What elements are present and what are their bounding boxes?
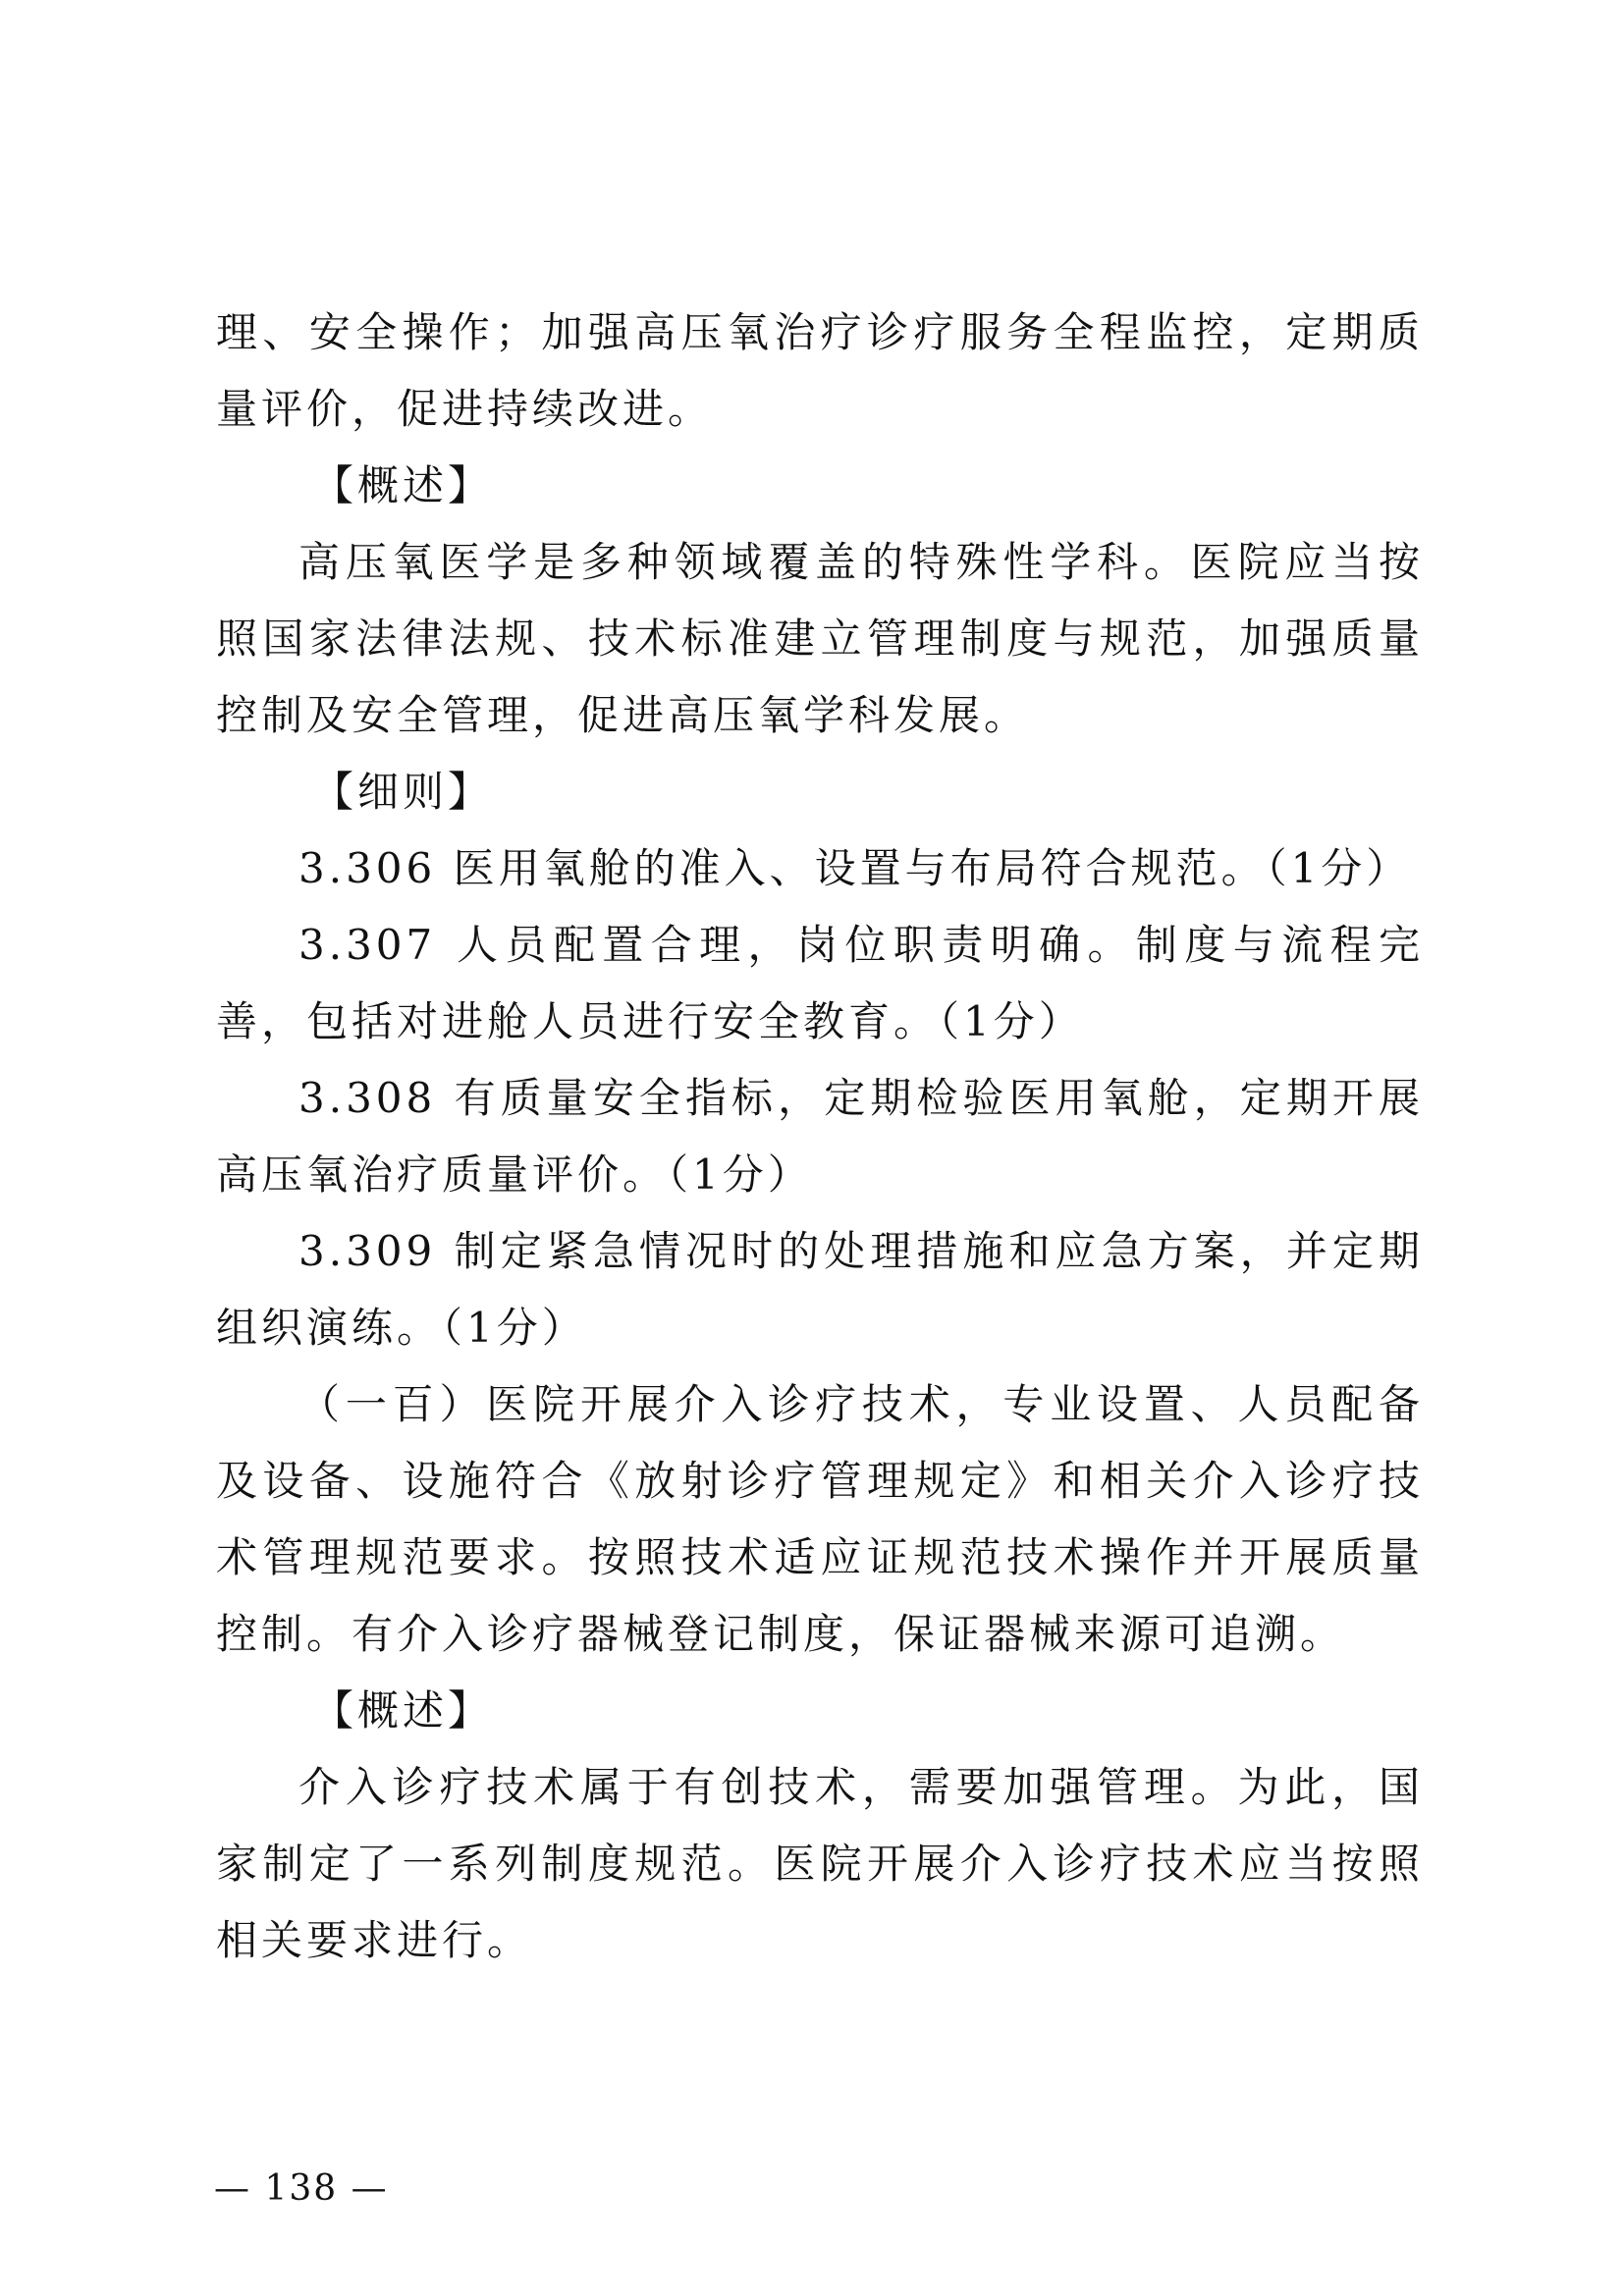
document-body bbox=[216, 294, 1424, 1979]
page-number: — 138 — bbox=[214, 2168, 389, 2209]
section-heading-overview-2: 【概述】 bbox=[312, 1686, 494, 1735]
overview-paragraph-2: 介入诊疗技术属于有创技术，需要加强管理。为此，国家制定了一系列制度规范。医院开展介入诊疗技术应当按照相关要求进行。 bbox=[216, 1763, 1424, 1964]
rule-3-307: 3.307 人员配置合理，岗位职责明确。制度与流程完善，包括对进舱人员进行安全教育。（1分） bbox=[216, 921, 1424, 1045]
overview-paragraph: 高压氧医学是多种领域覆盖的特殊性学科。医院应当按照国家法律法规、技术标准建立管理制度与规范，加强质量控制及安全管理，促进高压氧学科发展。 bbox=[216, 538, 1424, 739]
rule-3-308: 3.308 有质量安全指标，定期检验医用氧舱，定期开展高压氧治疗质量评价。（1分） bbox=[216, 1074, 1424, 1199]
section-heading-overview: 【概述】 bbox=[312, 461, 494, 509]
section-heading-details: 【细则】 bbox=[312, 768, 494, 816]
continuation-paragraph: 理、安全操作；加强高压氧治疗诊疗服务全程监控，定期质量评价，促进持续改进。 bbox=[216, 308, 1424, 433]
article-100-paragraph: （一百）医院开展介入诊疗技术，专业设置、人员配备及设备、设施符合《放射诊疗管理规定》和相关介入诊疗技术管理规范要求。按照技术适应证规范技术操作并开展质量控制。有介入诊疗器械登记制度，保证器械来源可追溯。 bbox=[216, 1380, 1424, 1658]
rule-3-306: 3.306 医用氧舱的准入、设置与布局符合规范。（1分） bbox=[298, 844, 1412, 892]
rule-3-309: 3.309 制定紧急情况时的处理措施和应急方案，并定期组织演练。（1分） bbox=[216, 1227, 1424, 1352]
